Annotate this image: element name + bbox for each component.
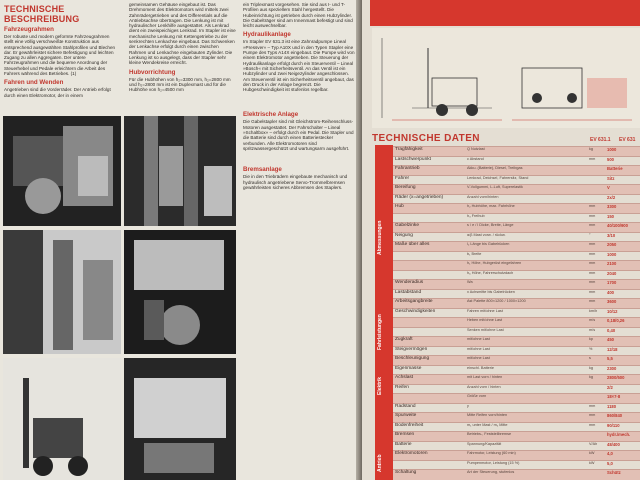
heading-fahrzeugrahmen: Fahrzeugrahmen bbox=[4, 26, 54, 33]
row-value: 1700 bbox=[607, 280, 617, 286]
row-value: 2x/2 bbox=[607, 194, 616, 200]
row-value: 1000 bbox=[607, 251, 617, 257]
row-label: Maße über alles bbox=[395, 242, 430, 248]
photo-operator-seat bbox=[3, 116, 121, 226]
row-description: h₁ Höhe, Hubgerüst eingefahren bbox=[467, 261, 522, 266]
row-label: Neigung bbox=[395, 232, 413, 238]
row-value: 2100 bbox=[607, 261, 617, 267]
row-description: c Abstand bbox=[467, 156, 484, 161]
row-value: 860/840 bbox=[607, 413, 623, 419]
side-label-fahrleistungen: Fahrleistungen bbox=[377, 314, 383, 350]
row-unit: mm bbox=[589, 403, 596, 408]
row-value: 1180 bbox=[607, 403, 617, 409]
row-unit: m/s bbox=[589, 318, 596, 323]
row-description: l₂ Länge bis Gabelrücken bbox=[467, 242, 510, 247]
row-label: Beschleunigung bbox=[395, 356, 430, 362]
row-description: Größe vorn bbox=[467, 394, 487, 399]
heading-elektrische-anlage: Elektrische Anlage bbox=[243, 111, 299, 119]
heading-hydraulikanlage: Hydraulikanlage bbox=[243, 31, 291, 39]
row-label: Lastabstand bbox=[395, 289, 422, 295]
row-label: Spurweite bbox=[395, 413, 417, 419]
row-value: 0,18/0,26 bbox=[607, 318, 625, 324]
row-value: V bbox=[607, 185, 610, 191]
row-description: Fahren mit/ohne Last bbox=[467, 308, 503, 313]
row-unit: mm bbox=[589, 251, 596, 256]
row-label: Steigvermögen bbox=[395, 346, 428, 352]
photo-forklift bbox=[3, 358, 121, 480]
row-value: 2050 bbox=[607, 242, 617, 248]
row-description: α/β Mast vorw. / rückw. bbox=[467, 232, 506, 237]
row-unit: mm bbox=[589, 270, 596, 275]
row-description: Q Nutzlast bbox=[467, 147, 485, 151]
left-column-3 bbox=[243, 2, 355, 478]
photo-operator-seat-image bbox=[3, 116, 121, 226]
row-description: Ast Palette 800×1200 / 1000×1200 bbox=[467, 299, 526, 304]
top-red-band bbox=[370, 0, 640, 26]
row-value: 48/400 bbox=[607, 441, 620, 447]
row-value: Sitz bbox=[607, 175, 615, 181]
column-header-ev631: EV 631 bbox=[619, 137, 636, 143]
row-description: Art der Steuerung, stufenlos bbox=[467, 470, 515, 475]
left-column-1 bbox=[4, 4, 119, 112]
photo-mast-image bbox=[124, 116, 236, 226]
row-description: mit Last vorn / hinten bbox=[467, 375, 503, 380]
row-unit: kp bbox=[589, 337, 594, 342]
row-unit: kg bbox=[589, 147, 594, 151]
photo-motor-image bbox=[124, 230, 236, 354]
title-line-1: TECHNISCHE bbox=[4, 4, 65, 14]
row-value: 500 bbox=[607, 156, 614, 162]
photo-hydraulics-image bbox=[3, 230, 121, 354]
row-label: Geschwindigkeiten bbox=[395, 308, 436, 314]
row-unit: V/Ah bbox=[589, 441, 598, 446]
section-title bbox=[4, 4, 119, 24]
row-description: Spannung/Kapazität bbox=[467, 441, 502, 446]
row-value: 5,0 bbox=[607, 460, 613, 466]
row-description: V-Vollgummi, L-Luft, Superelastik bbox=[467, 185, 523, 190]
heading-hubvorrichtung: Hubvorrichtung bbox=[129, 68, 176, 76]
row-unit: mm bbox=[589, 413, 596, 418]
row-description: h₂ Hubhöhe, max. Fahrhöhe bbox=[467, 204, 515, 209]
text-hydraulikanlage: Im Stapler EV 631.3 ist eine Zahnradpumpe Lineal »Pressver« – Typ A10X und in den Typen Stapler eine Pumpe des Typs A14X eingebaut. Die Pumpe wird von einem Elektromotor angetrieben. Die Steuerung der Hydraulikanlage erfolgt durch ein Steuerventil – Lineal »Bosch« mit Sicherheitsventil. An das Ventil ist ein Hubzylinder und zwei Neigezylinder angeschlossen. Am Steuerventil ist ein Sicherheitsventil angebaut, das den Druck in der Anlage begrenzt. Die Hubgeschwindigkeit ist stufenlos regelbar. bbox=[243, 39, 355, 93]
text-mast: ein Triplexmast vorgesehen. Sie sind aus I- und T-Profilen aus speziellem Stahl hergestellt. Die Hubeinrichtung ist getrieben durch einen Hubzylinder. Die Gabelträger sind am Innenmast befestigt und sind leicht auswechselbar. bbox=[243, 2, 353, 29]
row-description: einschl. Batterie bbox=[467, 365, 495, 370]
table-row bbox=[393, 469, 640, 480]
row-description: Anzahl vorn / hinten bbox=[467, 384, 501, 389]
row-value: 3/10 bbox=[607, 232, 616, 238]
row-label: Batterie bbox=[395, 441, 412, 447]
row-value: Schütz bbox=[607, 470, 621, 476]
row-description: mit/ohne Last bbox=[467, 346, 490, 351]
text-fahrzeugrahmen: Der robuste und modern geformte Fahrzeugrahmen stellt eine völlig verschweißte Konstruktion aus entsprechend ausgewählten Stahlprofilen und Blechen dar. Er gewährleistet sichere Befestigung und leichten Zugang zu allen Aggregaten. Der untere Fahrzeugrahmen und die bequeme Anordnung der Steuerhebel und Pedale erleichtern die Arbeit des Fahrers während des Betriebes. (1) bbox=[4, 34, 116, 77]
row-description: Betriebs-, Feststellbremse bbox=[467, 432, 512, 437]
row-label: Fahrantrieb bbox=[395, 166, 420, 172]
row-unit: % bbox=[589, 346, 593, 351]
row-label: Fahrer bbox=[395, 175, 410, 181]
photo-forklift-image bbox=[3, 358, 121, 480]
side-label-elektrik: Elektrik bbox=[377, 376, 383, 395]
row-unit: mm bbox=[589, 204, 596, 209]
row-label: Bremsen bbox=[395, 432, 415, 438]
row-value: 2/2 bbox=[607, 384, 613, 390]
row-value: 12/18 bbox=[607, 346, 618, 352]
row-value: 2040 bbox=[607, 270, 617, 276]
row-value: 3600 bbox=[607, 299, 617, 305]
technical-drawing bbox=[372, 28, 640, 128]
row-unit: mm bbox=[589, 261, 596, 266]
text-bremsanlage: Die in den Triebrädern eingebaute mechanisch und hydraulisch angetriebene Servo-Trommelbremsen gewährleisten sicheres Abbremsen des Staplers. bbox=[243, 174, 348, 190]
photo-mast bbox=[124, 116, 236, 226]
row-label: Bereifung bbox=[395, 185, 416, 191]
row-description: Pumpenmotor, Leistung (15 %) bbox=[467, 460, 520, 465]
row-value: 2800/500 bbox=[607, 375, 625, 381]
row-description: Akku. (Batterie), Diesel, Treibgas bbox=[467, 166, 523, 171]
photo-electrics bbox=[124, 358, 236, 480]
row-unit: s bbox=[589, 356, 591, 361]
row-label: Achslast bbox=[395, 375, 414, 381]
row-description: Heben mit/ohne Last bbox=[467, 318, 503, 323]
row-unit: mm bbox=[589, 213, 596, 218]
row-unit: kg bbox=[589, 365, 594, 370]
row-label: Wenderadius bbox=[395, 280, 424, 286]
row-description: mit/ohne Last bbox=[467, 337, 490, 342]
row-value: 4,0 bbox=[607, 451, 613, 457]
heading-bremsanlage: Bremsanlage bbox=[243, 166, 282, 174]
row-unit: m/s bbox=[589, 327, 596, 332]
row-label: Schaltung bbox=[395, 470, 417, 476]
row-description: Lenkrad, Deichsel, Fahrersitz, Stand bbox=[467, 175, 529, 180]
text-lenkung: gemeinsamen Gehäuse eingebaut ist. Das Drehmoment des Elektromotors wird mittels zwei Zahnrädergetrieben und des Differentials auf die Antriebsachse übertragen. Die Lenkung ist mit hydraulischer Lenkhilfe ausgestattet. Als Lenkrad dient ein zweispeichiges Lenkrad. Im Stapler ist eine mechanische Lenkung mit Kettengetriebe zu der senkrechten Lenkachse eingebaut. Das Schwenken der Lenkachse erfolgt durch einen zwischen Rahmen und Lenkachse eingebauten Zylinder. Die Lenkung ist so ausgelegt, dass der Stapler sehr kleine Wendekreise erreicht. bbox=[129, 2, 236, 66]
row-value: 400 bbox=[607, 289, 614, 295]
photo-hydraulics bbox=[3, 230, 121, 354]
row-unit: mm bbox=[589, 280, 596, 285]
row-label: Gabelzinke bbox=[395, 223, 419, 229]
row-unit: mm bbox=[589, 223, 596, 228]
row-label: Elektromotoren bbox=[395, 451, 428, 457]
row-value: 450 bbox=[607, 337, 614, 343]
row-description: h₃ Freihub bbox=[467, 213, 485, 218]
side-label-abmessungen: Abmessungen bbox=[377, 220, 383, 255]
row-value: 18×7-8 bbox=[607, 394, 621, 400]
row-value: 90/110 bbox=[607, 422, 620, 428]
row-unit: mm bbox=[589, 299, 596, 304]
row-label: Eigenmasse bbox=[395, 365, 422, 371]
row-label: Arbeitsgangbreite bbox=[395, 299, 433, 305]
row-unit: ° bbox=[589, 232, 591, 237]
row-description: Anzahl vorn/hinten bbox=[467, 194, 499, 199]
row-value: 3300 bbox=[607, 204, 617, 210]
row-label: Tragfähigkeit bbox=[395, 147, 423, 152]
row-value: 40/100/900 bbox=[607, 223, 628, 229]
row-unit: mm bbox=[589, 156, 596, 161]
row-value: 10/12 bbox=[607, 308, 618, 314]
row-label: Reifen bbox=[395, 384, 409, 390]
row-description: b₁ Breite bbox=[467, 251, 482, 256]
row-label: Hub bbox=[395, 204, 404, 210]
technical-data-title: TECHNISCHE DATEN bbox=[372, 133, 480, 144]
row-description: mit/ohne Last bbox=[467, 356, 490, 361]
row-unit: km/h bbox=[589, 308, 598, 313]
side-label-antrieb: Antrieb bbox=[377, 454, 383, 472]
title-line-2: BESCHREIBUNG bbox=[4, 14, 80, 24]
row-unit: kW bbox=[589, 451, 595, 456]
row-description: y bbox=[467, 403, 469, 408]
row-value: 150 bbox=[607, 213, 614, 219]
row-value: Batterie bbox=[607, 166, 623, 172]
row-description: Wa bbox=[467, 280, 473, 285]
row-label: Räder (x=angetrieben) bbox=[395, 194, 444, 200]
row-label: Bodenfreiheit bbox=[395, 422, 424, 428]
row-description: h₆ Höhe, Fahrerschutzdach bbox=[467, 270, 514, 275]
left-column-2 bbox=[129, 2, 237, 116]
row-value: 1000 bbox=[607, 147, 617, 152]
row-description: Mitte Reifen vorn/hinten bbox=[467, 413, 508, 418]
row-unit: mm bbox=[589, 242, 596, 247]
row-unit: mm bbox=[589, 289, 596, 294]
row-value: 0,40 bbox=[607, 327, 616, 333]
text-elektrische-anlage: Die Gabelstapler sind mit Gleichstrom-Reihenschluss-Motoren ausgestattet. Der Fahrschalter – Lineal »Schaltbox« – erfolgt durch ein Pedal. Die Stapler und die Batterie sind durch einen Batteriestecker verbunden. Alle Elektromotoren sind spritzwassergeschützt und wartungsarm ausgeführt. bbox=[243, 119, 354, 151]
row-description: x Achsmitte bis Gabelrücken bbox=[467, 289, 515, 294]
table-side-band bbox=[375, 145, 393, 480]
forklift-dimension-drawing bbox=[372, 28, 640, 128]
column-header-ev631-1: EV 631.1 bbox=[590, 137, 611, 143]
row-unit: kg bbox=[589, 375, 594, 380]
row-description: Senken mit/ohne Last bbox=[467, 327, 504, 332]
row-description: m₁ unter Mast / m₂ Mitte bbox=[467, 422, 508, 427]
photo-electrics-image bbox=[124, 358, 236, 480]
text-fahren: Angetrieben sind die Vorderräder. Der Antrieb erfolgt durch einen Elektromotor, der in einem bbox=[4, 87, 111, 98]
row-label: Lastschwerpunkt bbox=[395, 156, 431, 162]
row-label: Zugkraft bbox=[395, 337, 413, 343]
row-value: 5,5 bbox=[607, 356, 613, 362]
row-value: 2300 bbox=[607, 365, 617, 371]
text-hubvorrichtung: Für die Hubhöhen von h₂=3300 mm, h₂=2800 mm und h₂=2800 mm ist ein Duplexmast und für die Hubhöhe von h₂=4500 mm bbox=[129, 76, 231, 93]
row-description: s / e / l Dicke, Breite, Länge bbox=[467, 223, 514, 228]
row-label: Radstand bbox=[395, 403, 416, 409]
row-value: hydr./mech. bbox=[607, 432, 631, 438]
row-unit: kW bbox=[589, 460, 595, 465]
photo-motor bbox=[124, 230, 236, 354]
row-description: Fahrmotor, Leistung (60 min) bbox=[467, 451, 516, 456]
row-unit: mm bbox=[589, 422, 596, 427]
heading-fahren: Fahren und Wenden bbox=[4, 79, 64, 87]
